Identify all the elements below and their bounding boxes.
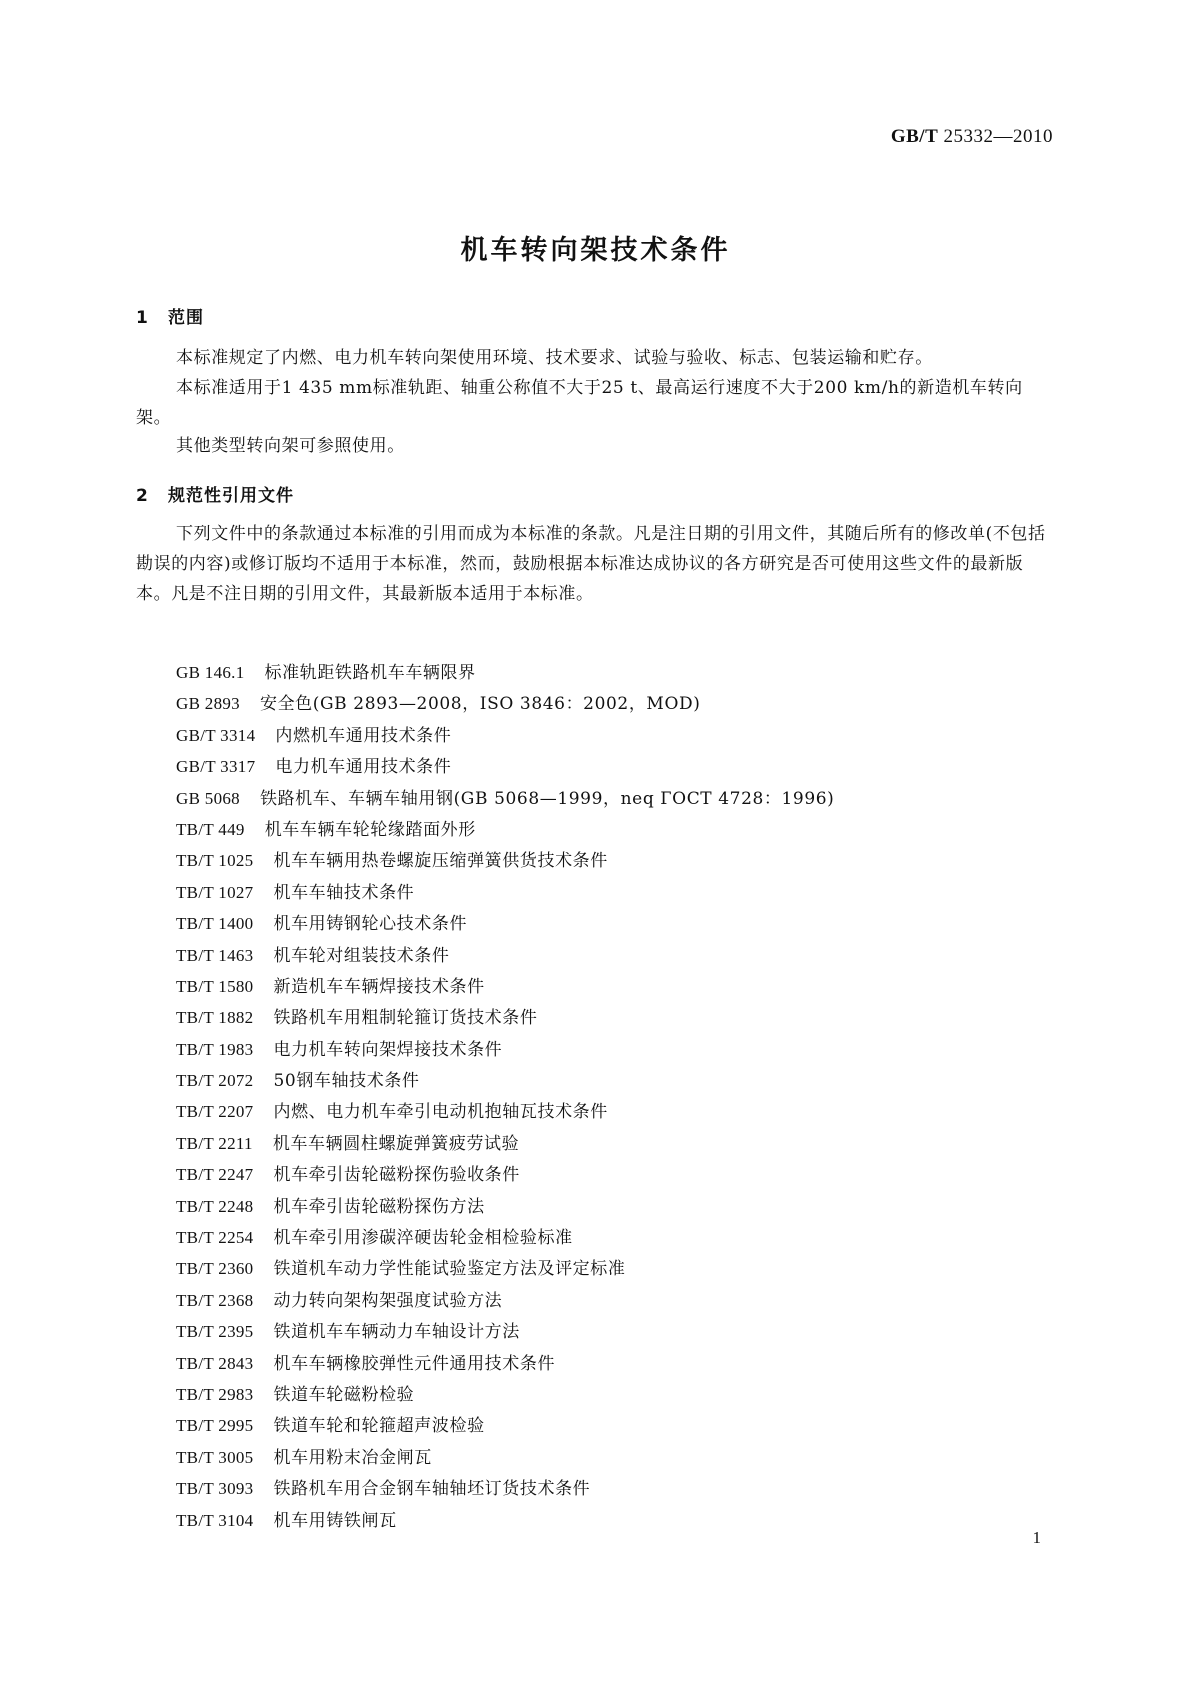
reference-title: 铁道车轮磁粉检验 (273, 1384, 415, 1405)
reference-code: TB/T 2983 (176, 1384, 254, 1404)
reference-code: GB 146.1 (176, 663, 245, 682)
reference-item (176, 940, 834, 971)
reference-title: 机车轮对组装技术条件 (273, 945, 450, 966)
standard-number (891, 126, 1053, 148)
reference-code: TB/T 3093 (176, 1479, 254, 1499)
reference-title: 50钢车轴技术条件 (273, 1071, 420, 1092)
reference-title: 机车牵引齿轮磁粉探伤方法 (273, 1196, 485, 1217)
reference-code: GB 5068 (176, 788, 240, 808)
reference-item (176, 1253, 834, 1284)
reference-item (176, 1316, 834, 1347)
reference-item (176, 1159, 834, 1190)
reference-list (176, 657, 834, 1536)
reference-item (176, 1065, 834, 1096)
reference-item (176, 971, 834, 1002)
reference-code: TB/T 2248 (176, 1196, 254, 1216)
reference-item (176, 1034, 834, 1065)
reference-code: TB/T 2254 (176, 1228, 254, 1248)
reference-title: 机车用粉末冶金闸瓦 (273, 1447, 432, 1468)
reference-title: 机车车辆用热卷螺旋压缩弹簧供货技术条件 (273, 851, 608, 872)
reference-title: 新造机车车辆焊接技术条件 (273, 976, 485, 997)
reference-item (176, 783, 834, 814)
reference-code: GB 2893 (176, 694, 240, 714)
reference-code: TB/T 2207 (176, 1102, 254, 1122)
reference-code: TB/T 1882 (176, 1008, 254, 1028)
section-title: 范围 (168, 308, 204, 328)
reference-code: TB/T 1983 (176, 1039, 254, 1059)
reference-title: 机车用铸钢轮心技术条件 (273, 914, 468, 935)
reference-item (176, 720, 834, 751)
reference-code: TB/T 1025 (176, 851, 254, 871)
reference-title: 内燃机车通用技术条件 (275, 725, 452, 746)
reference-title: 机车车轴技术条件 (273, 882, 415, 903)
reference-code: TB/T 1463 (176, 945, 254, 965)
section-number: 1 (136, 308, 149, 328)
paragraph: 下列文件中的条款通过本标准的引用而成为本标准的条款。凡是注日期的引用文件，其随后所有的修改单(不包括勘误的内容)或修订版均不适用于本标准，然而，鼓励根据本标准达成协议的各方研究是否可使用这些文件的最新版本。凡是不注日期的引用文件，其最新版本适用于本标准。 (136, 524, 1046, 604)
reference-item (176, 1379, 834, 1410)
reference-item (176, 1505, 834, 1536)
reference-item (176, 877, 834, 908)
standard-prefix: GB/T (890, 126, 939, 147)
section-number: 2 (136, 486, 149, 506)
reference-code: GB/T 3317 (176, 757, 256, 777)
section-1-heading (136, 303, 204, 328)
reference-item (176, 688, 834, 719)
reference-code: TB/T 1400 (176, 914, 254, 934)
reference-item (176, 1348, 834, 1379)
reference-code: TB/T 2843 (176, 1353, 254, 1373)
reference-item (176, 1442, 834, 1473)
document-title: 机车转向架技术条件 (460, 235, 731, 266)
reference-title: 机车车辆圆柱螺旋弹簧疲劳试验 (272, 1133, 520, 1154)
reference-title: 铁道机车车辆动力车轴设计方法 (273, 1322, 520, 1343)
reference-item (176, 908, 834, 939)
section-2-heading (136, 481, 294, 506)
reference-title: 铁路机车、车辆车轴用钢(GB 5068—1999，neq ГОСТ 4728：1996) (259, 788, 835, 809)
reference-title: 铁路机车用粗制轮箍订货技术条件 (273, 1008, 538, 1029)
reference-code: TB/T 2395 (176, 1322, 254, 1342)
reference-item (176, 1410, 834, 1441)
reference-title: 铁道机车动力学性能试验鉴定方法及评定标准 (273, 1259, 626, 1280)
reference-title: 标准轨距铁路机车车辆限界 (264, 663, 476, 683)
reference-title: 铁路机车用合金钢车轴轴坯订货技术条件 (273, 1479, 591, 1500)
reference-code: TB/T 2368 (176, 1290, 254, 1310)
reference-title: 电力机车转向架焊接技术条件 (273, 1039, 503, 1060)
page-number: 1 (1032, 1528, 1041, 1547)
reference-code: TB/T 2360 (176, 1259, 254, 1279)
reference-title: 机车牵引齿轮磁粉探伤验收条件 (273, 1165, 520, 1186)
reference-code: TB/T 2211 (176, 1133, 253, 1153)
paragraph: 本标准适用于1 435 mm标准轨距、轴重公称值不大于25 t、最高运行速度不大于200 km/h的新造机车转向架。 (136, 378, 1023, 428)
reference-code: GB/T 3314 (176, 725, 256, 745)
paragraph: 本标准规定了内燃、电力机车转向架使用环境、技术要求、试验与验收、标志、包装运输和贮存。 (176, 348, 933, 368)
reference-title: 动力转向架构架强度试验方法 (273, 1290, 503, 1311)
reference-item (176, 1473, 834, 1504)
reference-title: 机车牵引用渗碳淬硬齿轮金相检验标准 (273, 1228, 573, 1249)
reference-code: TB/T 1027 (176, 882, 254, 902)
reference-code: TB/T 3005 (176, 1447, 254, 1467)
reference-item (176, 657, 834, 688)
paragraph: 其他类型转向架可参照使用。 (176, 436, 405, 456)
standard-code: 25332—2010 (943, 126, 1053, 147)
reference-code: TB/T 2995 (176, 1416, 254, 1436)
reference-code: TB/T 2072 (176, 1071, 254, 1091)
reference-title: 铁道车轮和轮箍超声波检验 (273, 1416, 485, 1437)
reference-title: 安全色(GB 2893—2008，ISO 3846：2002，MOD) (259, 694, 701, 715)
reference-item (176, 1096, 834, 1127)
reference-code: TB/T 3104 (176, 1510, 254, 1530)
reference-title: 电力机车通用技术条件 (275, 757, 452, 778)
reference-item (176, 751, 834, 782)
reference-title: 内燃、电力机车牵引电动机抱轴瓦技术条件 (273, 1102, 608, 1123)
reference-item (176, 845, 834, 876)
section-title: 规范性引用文件 (168, 486, 294, 506)
reference-title: 机车车辆车轮轮缘踏面外形 (264, 819, 476, 840)
reference-title: 机车车辆橡胶弹性元件通用技术条件 (273, 1353, 556, 1374)
reference-item (176, 1128, 834, 1159)
reference-item (176, 1191, 834, 1222)
reference-item (176, 1285, 834, 1316)
reference-title: 机车用铸铁闸瓦 (273, 1510, 397, 1531)
reference-item (176, 814, 834, 845)
reference-code: TB/T 2247 (176, 1165, 254, 1185)
reference-code: TB/T 1580 (176, 976, 254, 996)
reference-item (176, 1222, 834, 1253)
reference-code: TB/T 449 (176, 819, 245, 839)
reference-item (176, 1002, 834, 1033)
